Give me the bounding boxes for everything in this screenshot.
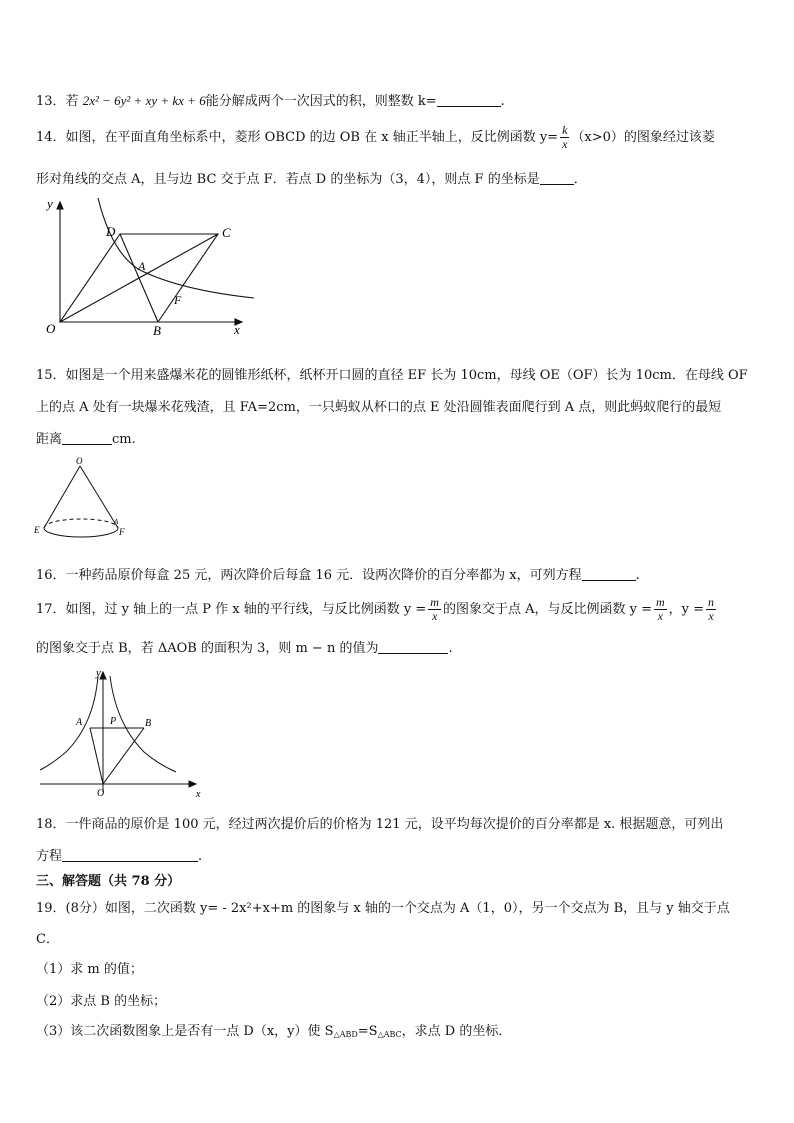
q14-frac-num: k [562,123,568,137]
q18-end: . [198,849,203,864]
q19-part3-text-1: （3）该二次函数图象上是否有一点 D（x，y）使 S [36,1024,334,1039]
q17-figure [36,664,216,800]
q16-text: 16．一种药品原价每盒 25 元，两次降价后每盒 16 元．设两次降价的百分率都为 x，可列方程 [36,568,582,583]
q15-answer-blank[interactable] [62,432,112,445]
q13-answer-blank[interactable] [437,94,501,107]
question-18-line1 [36,813,723,832]
q19-part3-text-2: =S [357,1024,378,1039]
question-19-part1 [36,958,143,977]
q17-P-label: P [110,716,117,727]
q15-O-label: O [76,456,83,466]
q14-text-3: 形对角线的交点 A，且与边 BC 交于点 F．若点 D 的坐标为（3，4），则点 F 的坐标是 [36,172,540,187]
q14-frac-den: x [562,137,568,151]
q19-part2-text: （2）求点 B 的坐标； [36,994,167,1009]
question-15-line3 [36,428,136,447]
q18-text-2: 方程 [36,849,63,864]
q15-F-label: F [119,527,125,537]
q14-C-label: C [222,225,231,240]
q14-text-2: （x>0）的图象经过该菱 [571,130,715,145]
q14-F-label: F [174,293,182,307]
section-3-title: 三、解答题（共 78 分） [36,874,181,889]
question-19-line1 [36,897,730,916]
q17-fraction-2 [654,596,667,623]
q15-A-label: A [114,518,119,526]
q19-part1-text: （1）求 m 的值； [36,962,143,977]
q14-text-1: 14．如图，在平面直角坐标系中，菱形 OBCD 的边 OB 在 x 轴正半轴上，反比例函数 y= [36,130,559,145]
q16-answer-blank[interactable] [582,568,636,581]
q14-A-label: A [138,259,146,273]
q17-x-label: x [196,789,201,800]
question-15-line2 [36,396,721,415]
q17-f2-num: m [655,595,665,609]
q15-cone-figure [32,454,132,546]
q17-text-3: ，y = [668,602,705,617]
q17-text-2: 的图象交于点 A，与反比例函数 y = [442,602,652,617]
q17-A-label: A [76,717,83,728]
question-15-line1 [36,364,748,383]
q19-part3-sub-2: △ABC [377,1030,402,1039]
question-18-line2 [36,845,202,864]
q15-E-label: E [34,525,40,535]
q15-text-2: 上的点 A 处有一块爆米花残渣，且 FA=2cm，一只蚂蚁从杯口的点 E 处沿圆锥表面爬行到 A 点，则此蚂蚁爬行的最短 [36,400,722,415]
q14-figure [30,194,260,339]
q19-text-1: 19．(8分）如图，二次函数 y= - 2x²+x+m 的图象与 x 轴的一个交点为 A（1，0），另一个交点为 B，且与 y 轴交于点 [36,901,730,916]
q14-x-label: x [234,322,240,337]
question-14-line2 [36,168,587,187]
q13-expression: 2x² − 6y² + xy + kx + 6 [82,93,206,108]
q15-text-1: 15．如图是一个用来盛爆米花的圆锥形纸杯，纸杯开口圆的直径 EF 长为 10cm，母线 OE（OF）长为 10cm．在母线 OF [36,368,748,383]
question-13 [36,90,505,109]
q14-y-label: y [47,196,53,211]
q13-number: 13．若 [36,94,79,109]
q17-f3-num: n [708,595,715,609]
q14-O-label: O [46,321,56,336]
question-17-line2 [36,637,453,656]
q17-O-label: O [97,788,105,799]
q14-fraction [560,124,569,151]
question-19-part2 [36,990,166,1009]
q15-unit: cm. [112,432,136,447]
q19-part3-text-3: ，求点 D 的坐标． [401,1024,512,1039]
q17-f1-den: x [431,609,438,623]
q17-f3-den: x [708,609,714,623]
q17-fraction-1 [428,596,441,623]
q18-answer-blank[interactable] [62,849,198,862]
q16-end: . [635,568,640,583]
q17-text-4: 的图象交于点 B，若 ΔAOB 的面积为 3，则 m − n 的值为 [36,641,379,656]
q17-f1-num: m [430,595,439,609]
q19-text-2: C． [36,932,59,947]
question-14-line1 [36,124,715,151]
q17-text-1: 17．如图，过 y 轴上的一点 P 作 x 轴的平行线，与反比例函数 y = [36,602,427,617]
q18-text-1: 18．一件商品的原价是 100 元，经过两次提价后的价格为 121 元，设平均每次提价的百分率都是 x. 根据题意，可列出 [36,817,724,832]
q15-text-3: 距离 [36,432,63,447]
q19-part3-sub-1: △ABD [333,1030,358,1039]
q17-f2-den: x [657,609,663,623]
q17-y-label: y [96,667,101,679]
q17-fraction-3 [706,596,716,623]
question-17-line1 [36,596,718,623]
question-19-part3 [36,1020,511,1039]
q14-D-label: D [106,224,116,239]
question-19-line2 [36,928,59,947]
question-16 [36,564,640,583]
q14-answer-blank[interactable] [540,172,574,185]
q14-B-label: B [153,323,161,338]
q13-text: 能分解成两个一次因式的积，则整数 k= [205,94,437,109]
q17-end: . [448,641,453,656]
q17-B-label: B [145,718,152,729]
q17-answer-blank[interactable] [378,641,448,654]
q14-end: ． [573,172,587,187]
q13-end: . [500,94,505,109]
